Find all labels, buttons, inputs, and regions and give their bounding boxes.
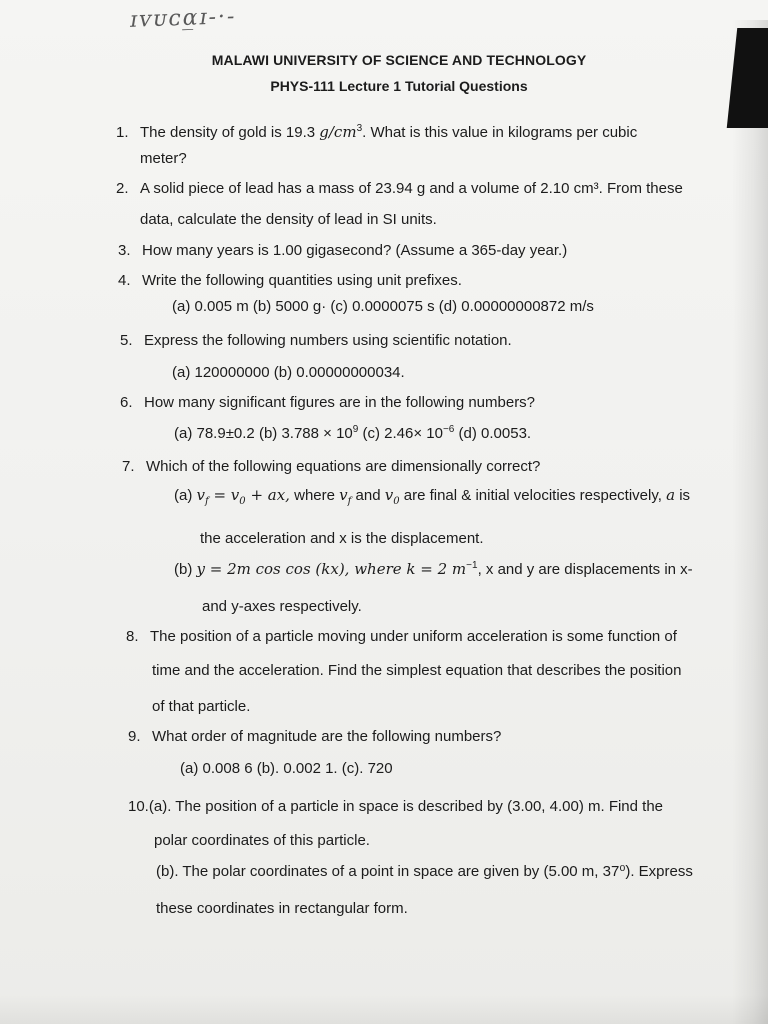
question-7b-cont: and y-axes respectively.: [202, 598, 362, 615]
page-bottom-shadow: [0, 994, 768, 1024]
question-5: 5. Express the following numbers using scientific notation.: [120, 332, 512, 349]
question-8-cont1: time and the acceleration. Find the simplest equation that describes the position: [152, 662, 682, 679]
question-3: 3. How many years is 1.00 gigasecond? (Assume a 365-day year.): [118, 242, 568, 259]
question-2-cont: data, calculate the density of lead in SI units.: [140, 211, 437, 228]
question-7a-cont: the acceleration and x is the displacement.: [200, 530, 484, 547]
question-7: 7. Which of the following equations are dimensionally correct?: [122, 458, 541, 475]
document-title: PHYS-111 Lecture 1 Tutorial Questions: [270, 78, 528, 94]
question-6-parts: (a) 78.9±0.2 (b) $3.788 \times 10^9$ (c) $2.46\times 10^{-6}$ (d) 0.0053.: [174, 424, 532, 442]
question-1-cont: meter?: [140, 150, 187, 167]
handwritten-scribble: ɪᴠᴜᴄɑ̲ɪ-·-: [129, 4, 237, 33]
question-10b: (b). The polar coordinates of a point in space are given by (5.00 m, 37⁰). Express: [156, 863, 693, 880]
question-7a: (a) $v_f = v_0$ + ax, where $v_f$ and $v_0$ are final & initial velocities respectively, a is: [174, 486, 691, 507]
question-2: 2. A solid piece of lead has a mass of 23.94 g and a volume of 2.10 cm³. From these: [116, 180, 683, 197]
question-4: 4. Write the following quantities using unit prefixes.: [118, 272, 462, 289]
question-8: 8. The position of a particle moving under uniform acceleration is some function of: [126, 628, 677, 645]
question-10: 10.(a). The position of a particle in space is described by (3.00, 4.00) m. Find the: [128, 798, 664, 815]
question-10b-cont: these coordinates in rectangular form.: [156, 900, 408, 917]
question-8-cont2: of that particle.: [152, 698, 251, 715]
question-4-parts: (a) 0.005 m (b) 5000 g· (c) 0.0000075 s (d) 0.00000000872 m/s: [172, 298, 594, 315]
question-1: 1. The density of gold is 19.3 $g/cm^3$. What is this value in kilograms per cubic: [116, 123, 638, 141]
document-header: [0, 52, 768, 94]
question-7b: (b) y = 2m cos cos (kx), where k = 2 $m^{-1}$, x and y are displacements in x-: [174, 560, 693, 578]
question-9-parts: (a) 0.008 6 (b). 0.002 1. (c). 720: [180, 760, 393, 777]
question-10a-cont: polar coordinates of this particle.: [154, 832, 370, 849]
question-9: 9. What order of magnitude are the following numbers?: [128, 728, 502, 745]
university-name: MALAWI UNIVERSITY OF SCIENCE AND TECHNOLOGY: [211, 52, 587, 68]
page-edge-shadow: [732, 20, 768, 1024]
question-5-parts: (a) 120000000 (b) 0.00000000034.: [172, 364, 405, 381]
question-6: 6. How many significant figures are in the following numbers?: [120, 394, 536, 411]
